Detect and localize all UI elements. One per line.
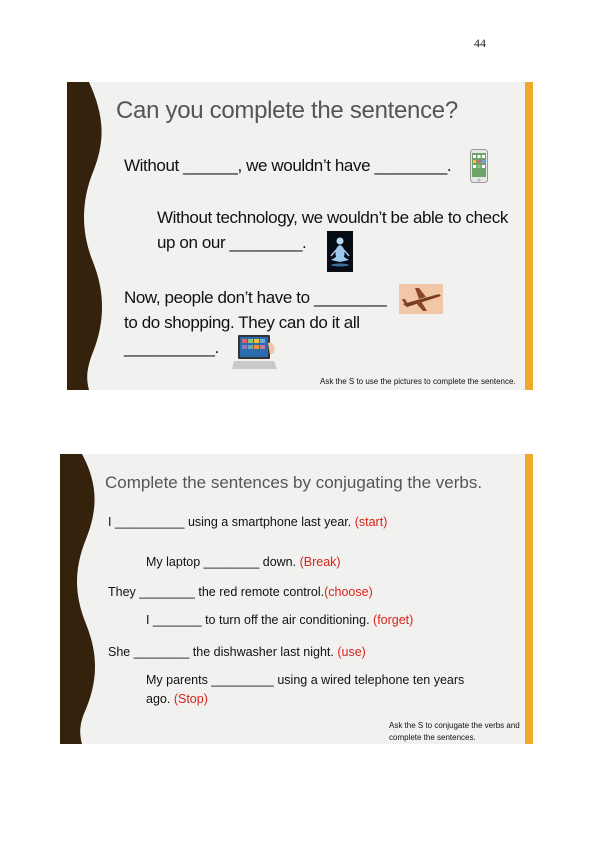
exercise-row-2 <box>146 555 341 569</box>
verb-hint: (start) <box>354 515 388 529</box>
exercise-row-4 <box>146 613 413 627</box>
sentence-3-line-3: __________. <box>124 338 219 357</box>
exercise-text: She ________ the dishwasher last night. <box>108 645 334 659</box>
slide-title: Can you complete the sentence? <box>116 97 458 124</box>
meditation-icon <box>327 231 353 272</box>
exercise-row-6 <box>146 673 464 687</box>
teacher-note: Ask the S to use the pictures to complete the sentence. <box>320 377 516 386</box>
teacher-note-line-1: Ask the S to conjugate the verbs and <box>389 721 520 730</box>
smartphone-icon <box>470 149 488 183</box>
slide-complete-sentence <box>67 82 533 390</box>
sentence-2-line-1: Without technology, we wouldn’t be able to check <box>157 208 508 227</box>
exercise-row-5 <box>108 645 366 659</box>
verb-hint: (use) <box>337 645 366 659</box>
teacher-note-line-2: complete the sentences. <box>389 733 476 742</box>
airplane-icon <box>399 284 443 314</box>
wavy-side-band <box>67 82 103 390</box>
accent-bar <box>525 454 533 744</box>
sentence-3-line-2: to do shopping. They can do it all <box>124 313 360 332</box>
sentence-2-line-2: up on our ________. <box>157 233 307 252</box>
verb-hint: (Break) <box>299 555 341 569</box>
slide-conjugate-verbs <box>60 454 533 744</box>
verb-hint: (choose) <box>324 585 373 599</box>
exercise-text: They ________ the red remote control. <box>108 585 325 599</box>
exercise-text: My parents _________ using a wired telephone ten years <box>146 673 465 687</box>
sentence-1: Without ______, we wouldn’t have ________. <box>124 156 452 175</box>
exercise-text: I __________ using a smartphone last year. <box>108 515 352 529</box>
exercise-row-1 <box>108 515 387 529</box>
exercise-row-3 <box>108 585 373 599</box>
exercise-row-6-continued <box>146 692 208 706</box>
slide-title: Complete the sentences by conjugating the verbs. <box>105 473 483 492</box>
verb-hint: (forget) <box>373 613 414 627</box>
verb-hint: (Stop) <box>173 692 208 706</box>
exercise-text: ago. <box>146 692 171 706</box>
wavy-side-band <box>60 454 96 744</box>
exercise-text: My laptop ________ down. <box>146 555 297 569</box>
sentence-3-line-1: Now, people don’t have to ________ <box>124 288 387 307</box>
laptop-icon <box>232 333 278 373</box>
accent-bar <box>525 82 533 390</box>
exercise-text: I _______ to turn off the air conditioning. <box>146 613 370 627</box>
page-number: 44 <box>474 36 486 50</box>
